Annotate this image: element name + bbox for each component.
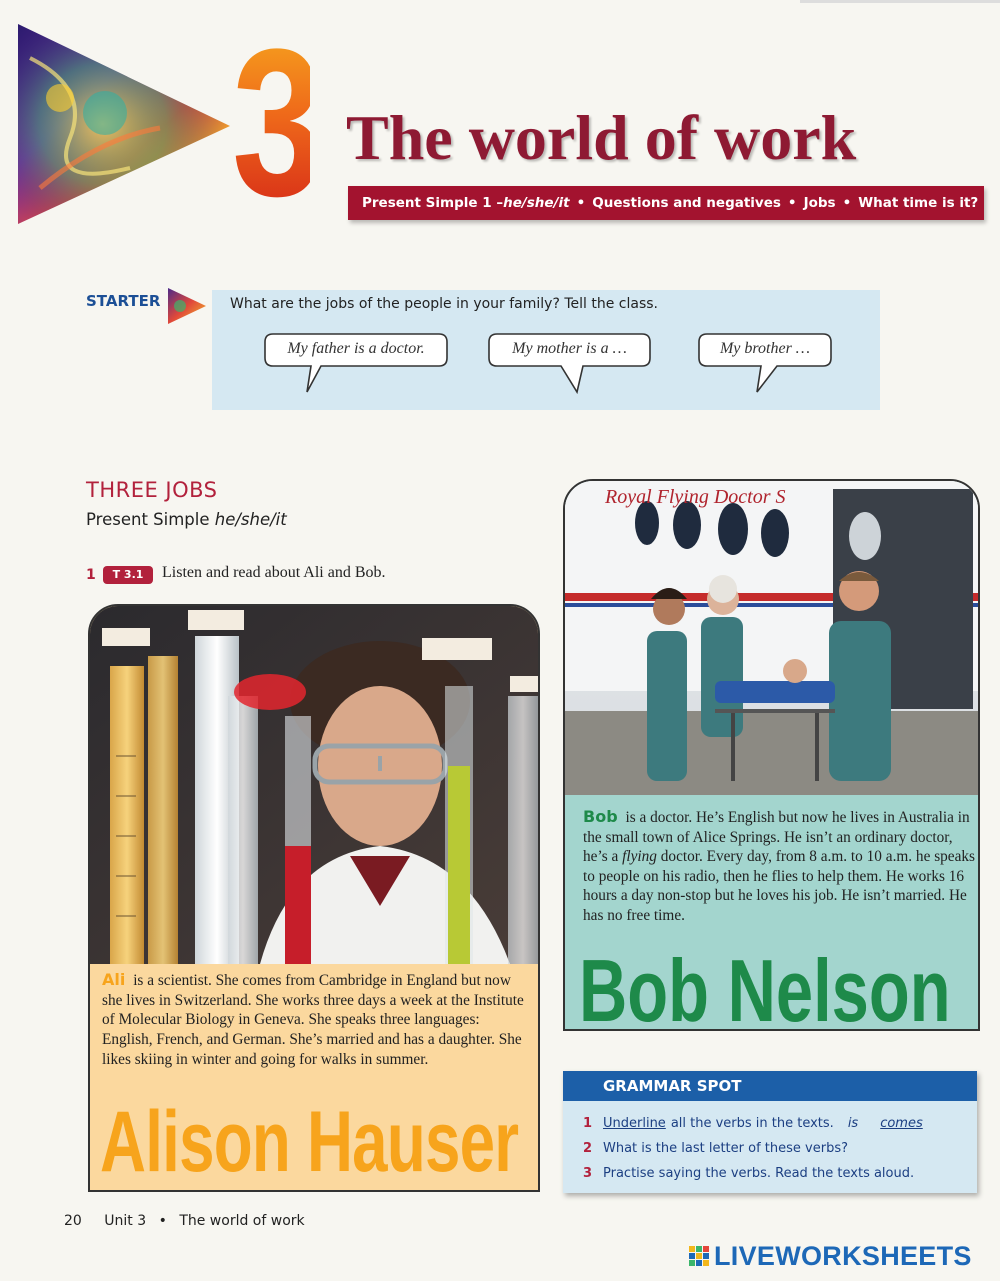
scientist-photo-icon xyxy=(90,606,540,964)
bob-panel xyxy=(563,479,980,1031)
bob-description xyxy=(583,807,975,925)
grammar-item xyxy=(583,1136,973,1161)
audio-track-badge[interactable]: T 3.1 xyxy=(103,566,153,584)
section-title: THREE JOBS xyxy=(86,478,218,502)
topic-separator: • xyxy=(576,195,586,211)
grammar-item xyxy=(583,1161,973,1186)
top-rule xyxy=(800,0,1000,3)
bob-full-name: Bob Nelson xyxy=(579,941,951,1031)
topic-separator: • xyxy=(787,195,797,211)
grammar-spot-box xyxy=(563,1071,977,1193)
exercise-instruction: Listen and read about Ali and Bob. xyxy=(162,564,386,581)
unit-header-art-icon xyxy=(10,18,235,228)
ali-full-name: Alison Hauser xyxy=(100,1094,519,1190)
starter-label: STARTER xyxy=(86,292,161,310)
grammar-spot-list xyxy=(583,1111,973,1186)
topic-separator: • xyxy=(842,195,852,211)
bob-text-italic: flying xyxy=(622,848,657,865)
grammar-underline-word: Underline xyxy=(603,1116,666,1131)
starter-arrow-icon xyxy=(162,284,212,328)
exercise-number: 1 xyxy=(86,567,96,583)
grammar-example-comes: comes xyxy=(880,1116,923,1131)
bob-text-1: is a doctor. He’s English but now he lives in Australia in the small town of Alice Springs. He isn’t an ordinary doctor, he’s a xyxy=(583,809,970,865)
grammar-item-number: 2 xyxy=(583,1141,593,1156)
ali-text: is a scientist. She comes from Cambridge in England but now she lives in Switzerland. She works three days a week at the Institute of Molecular Biology in Geneva. She speaks three languages: English, French, and German. She’s married and has a daughter. She likes skiing in winter and going for walks in summer. xyxy=(102,972,524,1068)
unit-number: 3 xyxy=(232,5,324,240)
footer-unit: Unit 3 xyxy=(104,1213,147,1229)
plane-lettering: Royal Flying Doctor S xyxy=(605,486,786,508)
topic-jobs: Jobs xyxy=(803,195,836,211)
grammar-spot-title: GRAMMAR SPOT xyxy=(563,1071,977,1101)
ali-description xyxy=(102,970,526,1070)
ali-panel xyxy=(88,604,540,1192)
liveworksheets-text: LIVEWORKSHEETS xyxy=(714,1240,972,1271)
grammar-item-number: 3 xyxy=(583,1166,593,1181)
footer-title: The world of work xyxy=(179,1213,305,1229)
section-subtitle xyxy=(86,510,386,534)
page-number: 20 xyxy=(64,1213,82,1229)
grammar-item xyxy=(583,1111,973,1136)
grammar-item-text: Practise saying the verbs. Read the texts aloud. xyxy=(603,1166,915,1181)
bob-text-2: doctor. Every day, from 8 a.m. to 10 a.m. he speaks to people on his radio, then he flies to help them. He works 16 hours a day non-stop but he loves his job. He isn’t married. He has no free time. xyxy=(583,848,975,924)
footer-separator: • xyxy=(158,1213,167,1229)
flying-doctor-photo-icon xyxy=(565,481,980,795)
grammar-item-number: 1 xyxy=(583,1116,593,1131)
bubble-text-father: My father is a doctor. xyxy=(287,340,425,357)
liveworksheets-logo[interactable] xyxy=(688,1238,988,1274)
speech-bubble-mother xyxy=(487,332,652,378)
unit-title: The world of work xyxy=(346,102,857,173)
subtitle-plain: Present Simple xyxy=(86,510,210,529)
bob-name-tag: Bob xyxy=(583,807,618,826)
page-footer xyxy=(64,1213,464,1235)
speech-bubble-brother xyxy=(697,332,833,378)
topic-time: What time is it? xyxy=(858,195,979,211)
topic-present-simple: Present Simple 1 – xyxy=(362,195,504,211)
grammar-item-text: What is the last letter of these verbs? xyxy=(603,1141,848,1156)
bubble-text-brother: My brother … xyxy=(719,340,811,357)
topic-questions: Questions and negatives xyxy=(592,195,781,211)
grammar-example-is: is xyxy=(847,1116,859,1131)
topic-he-she-it: he/she/it xyxy=(503,195,570,211)
ali-name-tag: Ali xyxy=(102,970,126,989)
subtitle-italic: he/she/it xyxy=(214,510,287,529)
liveworksheets-grid-icon xyxy=(688,1245,710,1267)
grammar-item-text: all the verbs in the texts. xyxy=(670,1116,834,1131)
starter-question: What are the jobs of the people in your family? Tell the class. xyxy=(230,296,658,312)
topic-bar xyxy=(348,186,984,220)
bubble-text-mother: My mother is a … xyxy=(512,340,627,357)
speech-bubble-father xyxy=(263,332,449,378)
